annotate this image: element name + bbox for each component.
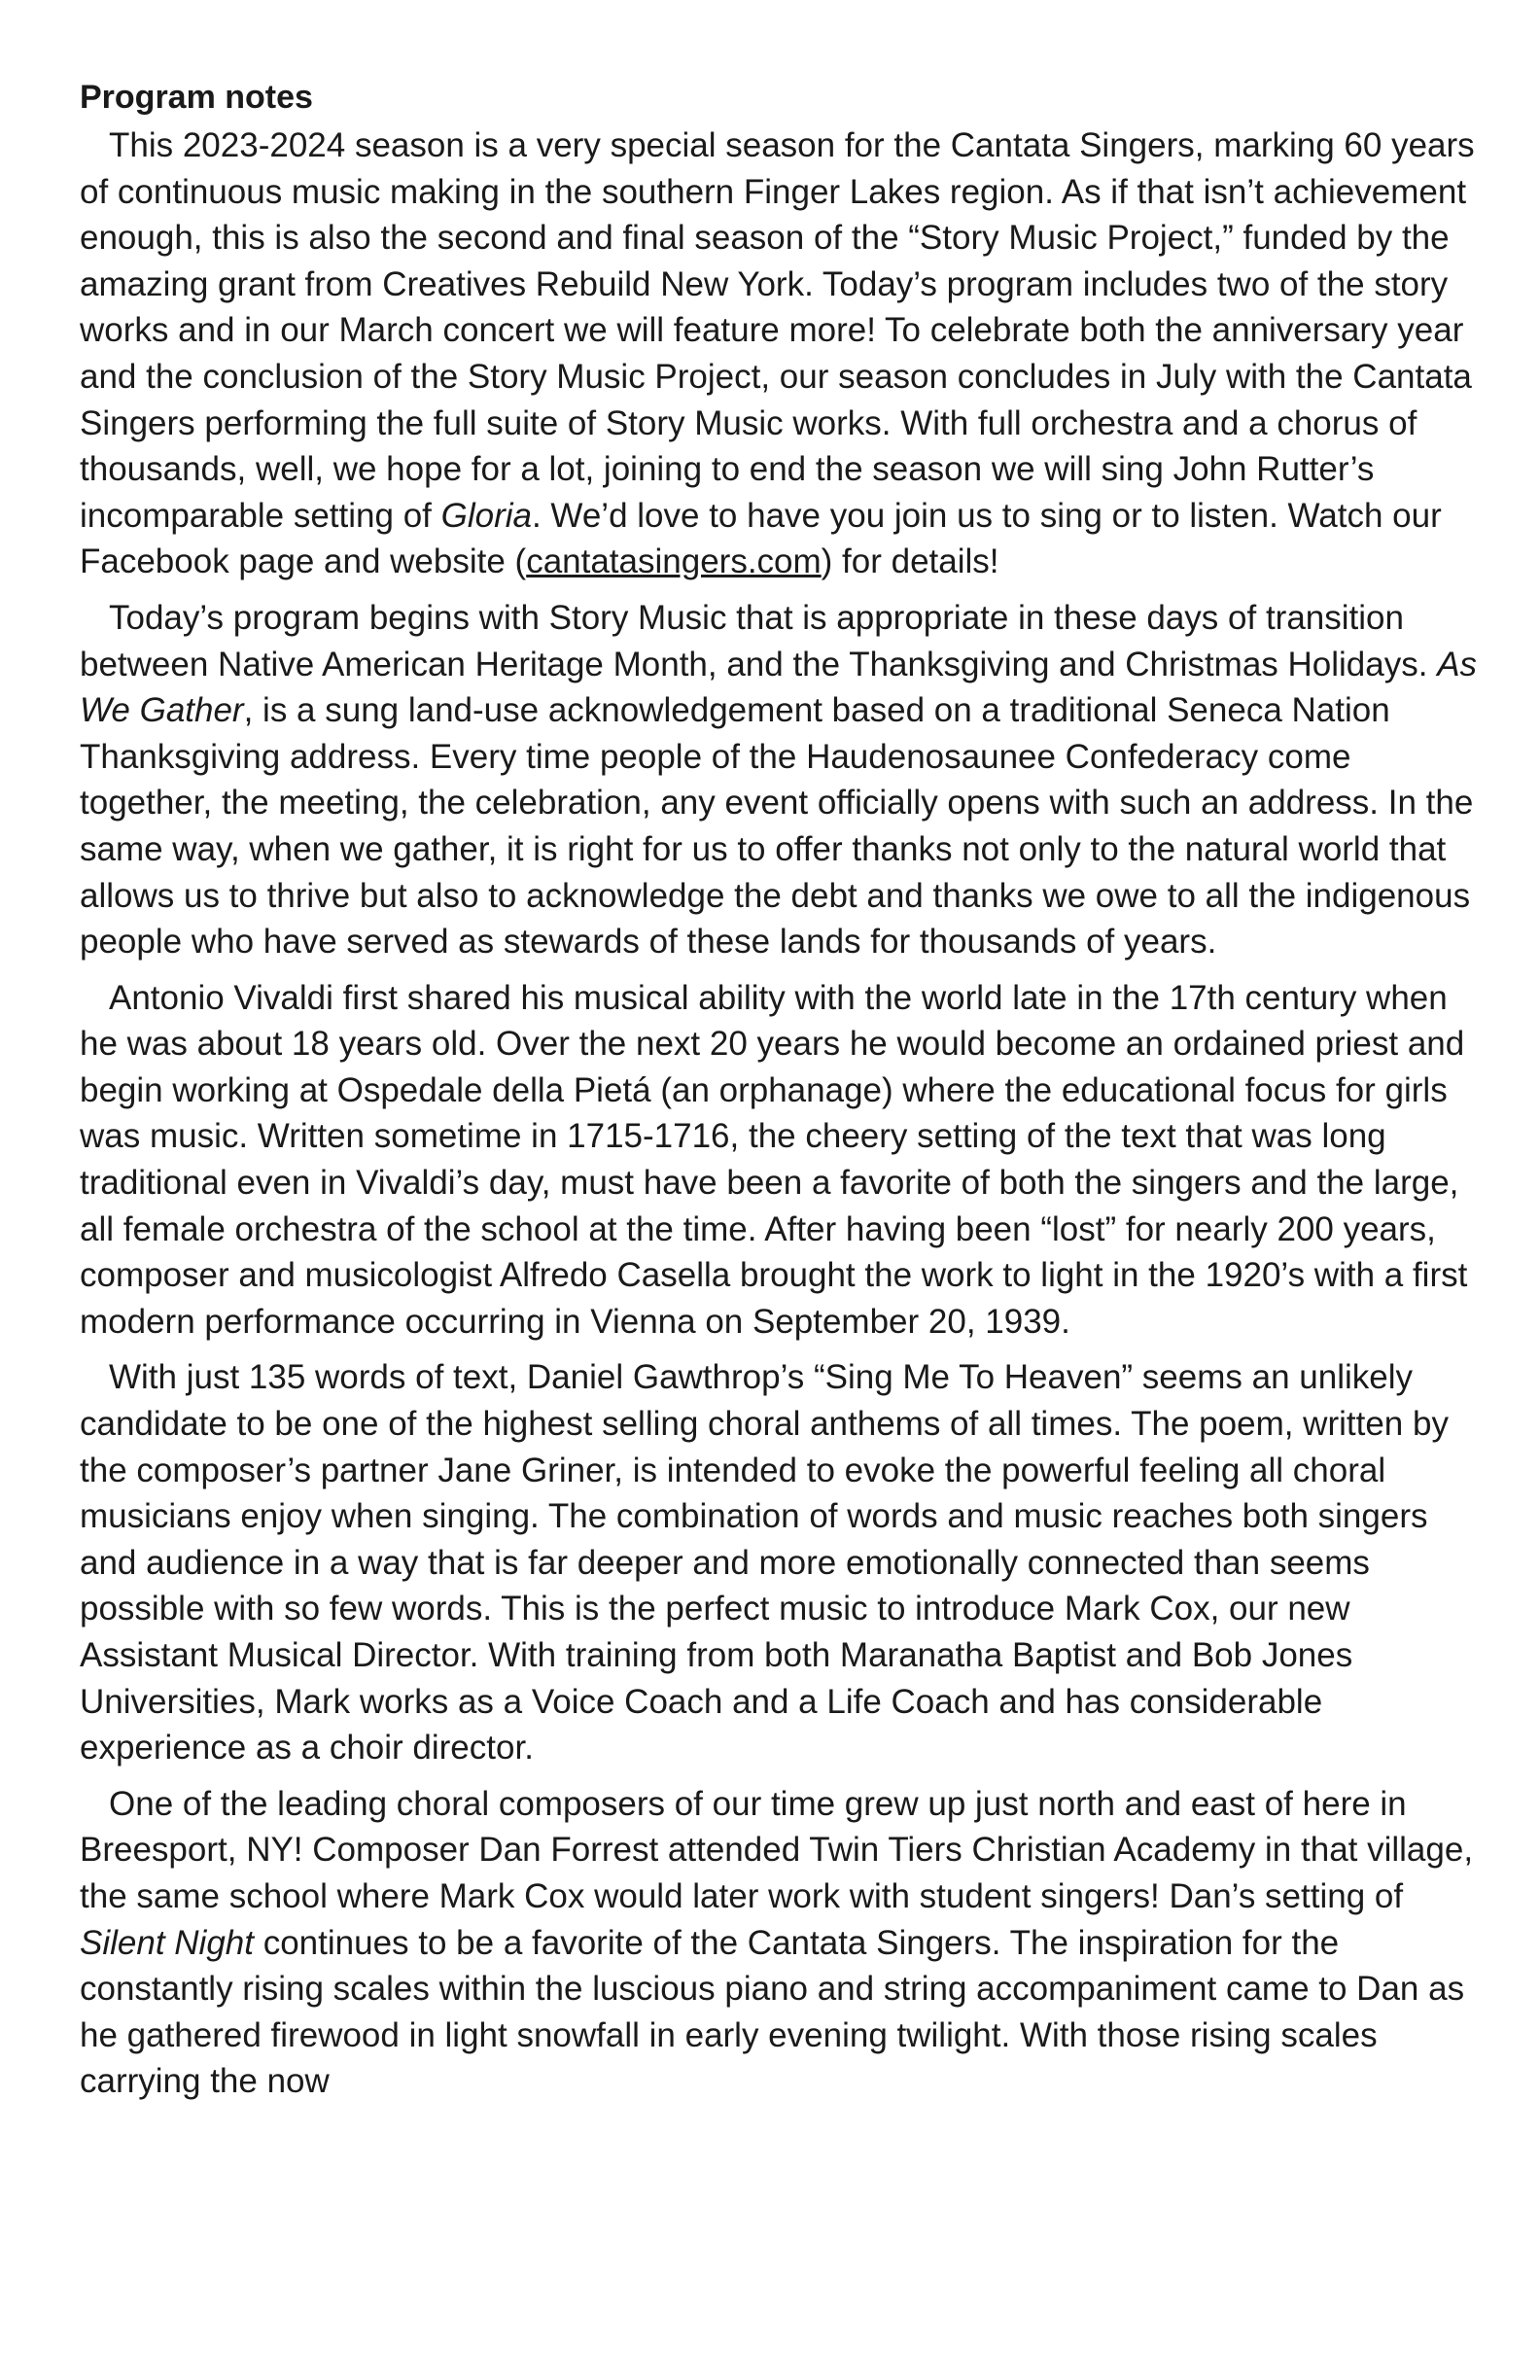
- text-run: , is a sung land-use acknowledgement based on a traditional Seneca Nation Thanksgiving address. Every time people of the Haudenosaunee Confederacy come together, the meeting, the celebration, any event officially opens with such an address. In the same way, when we gather, it is right for us to offer thanks not only to the natural world that allows us to thrive but also to acknowledge the debt and thanks we owe to all the indigenous people who have served as stewards of these lands for thousands of years.: [80, 691, 1474, 962]
- text-run: One of the leading choral composers of our time grew up just north and east of here in Breesport, NY! Composer Dan Forrest attended Twin Tiers Christian Academy in that village, the same school where Mark Cox would later work with student singers! Dan’s setting of: [80, 1784, 1474, 1915]
- gloria-title: Gloria: [440, 496, 532, 535]
- silent-night-title: Silent Night: [80, 1923, 254, 1962]
- paragraph-sing-me-to-heaven: With just 135 words of text, Daniel Gawthrop’s “Sing Me To Heaven” seems an unlikely candidate to be one of the highest selling choral anthems of all times. The poem, written by the composer’s partner Jane Griner, is intended to evoke the powerful feeling all choral musicians enjoy when singing. The combination of words and music reaches both singers and audience in a way that is far deeper and more emotionally connected than seems possible with so few words. This is the perfect music to introduce Mark Cox, our new Assistant Musical Director. With training from both Maranatha Baptist and Bob Jones Universities, Mark works as a Voice Coach and a Life Coach and has considerable experience as a choir director.: [80, 1358, 1449, 1768]
- text-run: Today’s program begins with Story Music that is appropriate in these days of transition between Native American Heritage Month, and the Thanksgiving and Christmas Holidays.: [80, 598, 1438, 683]
- section-heading: Program notes: [80, 79, 313, 116]
- paragraph-vivaldi: Antonio Vivaldi first shared his musical ability with the world late in the 17th century when he was about 18 years old. Over the next 20 years he would become an ordained priest and begin working at Ospedale della Pietá (an orphanage) where the educational focus for girls was music. Written sometime in 1715-1716, the cheery setting of the text that was long traditional even in Vivaldi’s day, must have been a favorite of both the singers and the large, all female orchestra of the school at the time. After having been “lost” for nearly 200 years, composer and musicologist Alfredo Casella brought the work to light in the 1920’s with a first modern performance occurring in Vienna on September 20, 1939.: [80, 978, 1468, 1341]
- paragraph-season-intro: [80, 122, 1480, 585]
- program-notes-page: [80, 76, 1480, 2115]
- paragraph-silent-night: [80, 1781, 1480, 2105]
- text-run: . We’d love to have you join us to sing or to listen. Watch our Facebook page and website (: [80, 496, 1442, 581]
- text-run: ) for details!: [821, 542, 999, 581]
- website-link[interactable]: cantatasingers.com: [526, 542, 822, 581]
- text-run: continues to be a favorite of the Cantata Singers. The inspiration for the constantly rising scales within the luscious piano and string accompaniment came to Dan as he gathered firewood in light snowfall in early evening twilight. With those rising scales carrying the now: [80, 1923, 1465, 2101]
- as-we-gather-title: As We Gather: [80, 645, 1478, 730]
- text-run: This 2023-2024 season is a very special season for the Cantata Singers, marking 60 years of continuous music making in the southern Finger Lakes region. As if that isn’t achievement enough, this is also the second and final season of the “Story Music Project,” funded by the amazing grant from Creatives Rebuild New York. Today’s program includes two of the story works and in our March concert we will feature more! To celebrate both the anniversary year and the conclusion of the Story Music Project, our season concludes in July with the Cantata Singers performing the full suite of Story Music works. With full orchestra and a chorus of thousands, well, we hope for a lot, joining to end the season we will sing John Rutter’s incomparable setting of: [80, 126, 1475, 535]
- paragraph-as-we-gather: [80, 595, 1480, 965]
